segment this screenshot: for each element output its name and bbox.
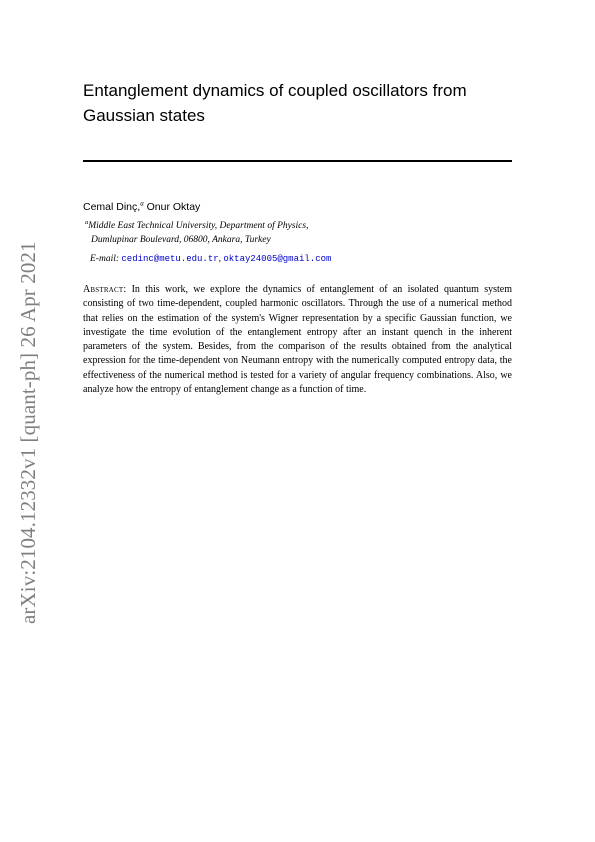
affiliation-mark: a xyxy=(140,199,144,208)
paper-title: Entanglement dynamics of coupled oscillators from Gaussian states xyxy=(83,81,467,125)
arxiv-identifier: arXiv:2104.12332v1 [quant-ph] 26 Apr 2021 xyxy=(16,241,40,624)
abstract-text: In this work, we explore the dynamics of entanglement of an isolated quantum system consisting of two time-dependent, coupled harmonic oscillators. Through the use of a numerical method that relies on the estimation of the system's Wigner representation by a specific Gaussian function, we investigate the time evolution of the entanglement entropy after an instant quench in the inherent parameters of the system. Besides, from the comparison of the results obtained from the analytical expression for the time-dependent von Neumann entropy with the numerically computed entropy data, the effectiveness of the numerical method is tested for a variety of angular frequency combinations. Also, we analyze how the entropy of entanglement change as a function of time. xyxy=(83,284,512,396)
email-separator: , xyxy=(218,254,224,264)
author-list xyxy=(83,199,200,215)
author-name: Onur Oktay xyxy=(143,201,201,213)
email-link[interactable]: oktay24005@gmail.com xyxy=(223,254,332,264)
email-link[interactable]: cedinc@metu.edu.tr xyxy=(121,254,219,264)
email-label: E-mail: xyxy=(90,254,120,264)
abstract-label: Abstract: xyxy=(83,284,127,295)
email-line xyxy=(90,253,331,266)
abstract xyxy=(83,283,512,397)
affiliation-mark: a xyxy=(85,218,89,226)
affiliation xyxy=(85,220,308,247)
affiliation-line xyxy=(85,220,308,234)
author-name: Cemal Dinç, xyxy=(83,201,141,213)
affiliation-line: Dumlupinar Boulevard, 06800, Ankara, Turkey xyxy=(91,234,271,245)
affiliation-text: Middle East Technical University, Department of Physics, xyxy=(88,221,309,231)
title-rule xyxy=(83,160,512,162)
